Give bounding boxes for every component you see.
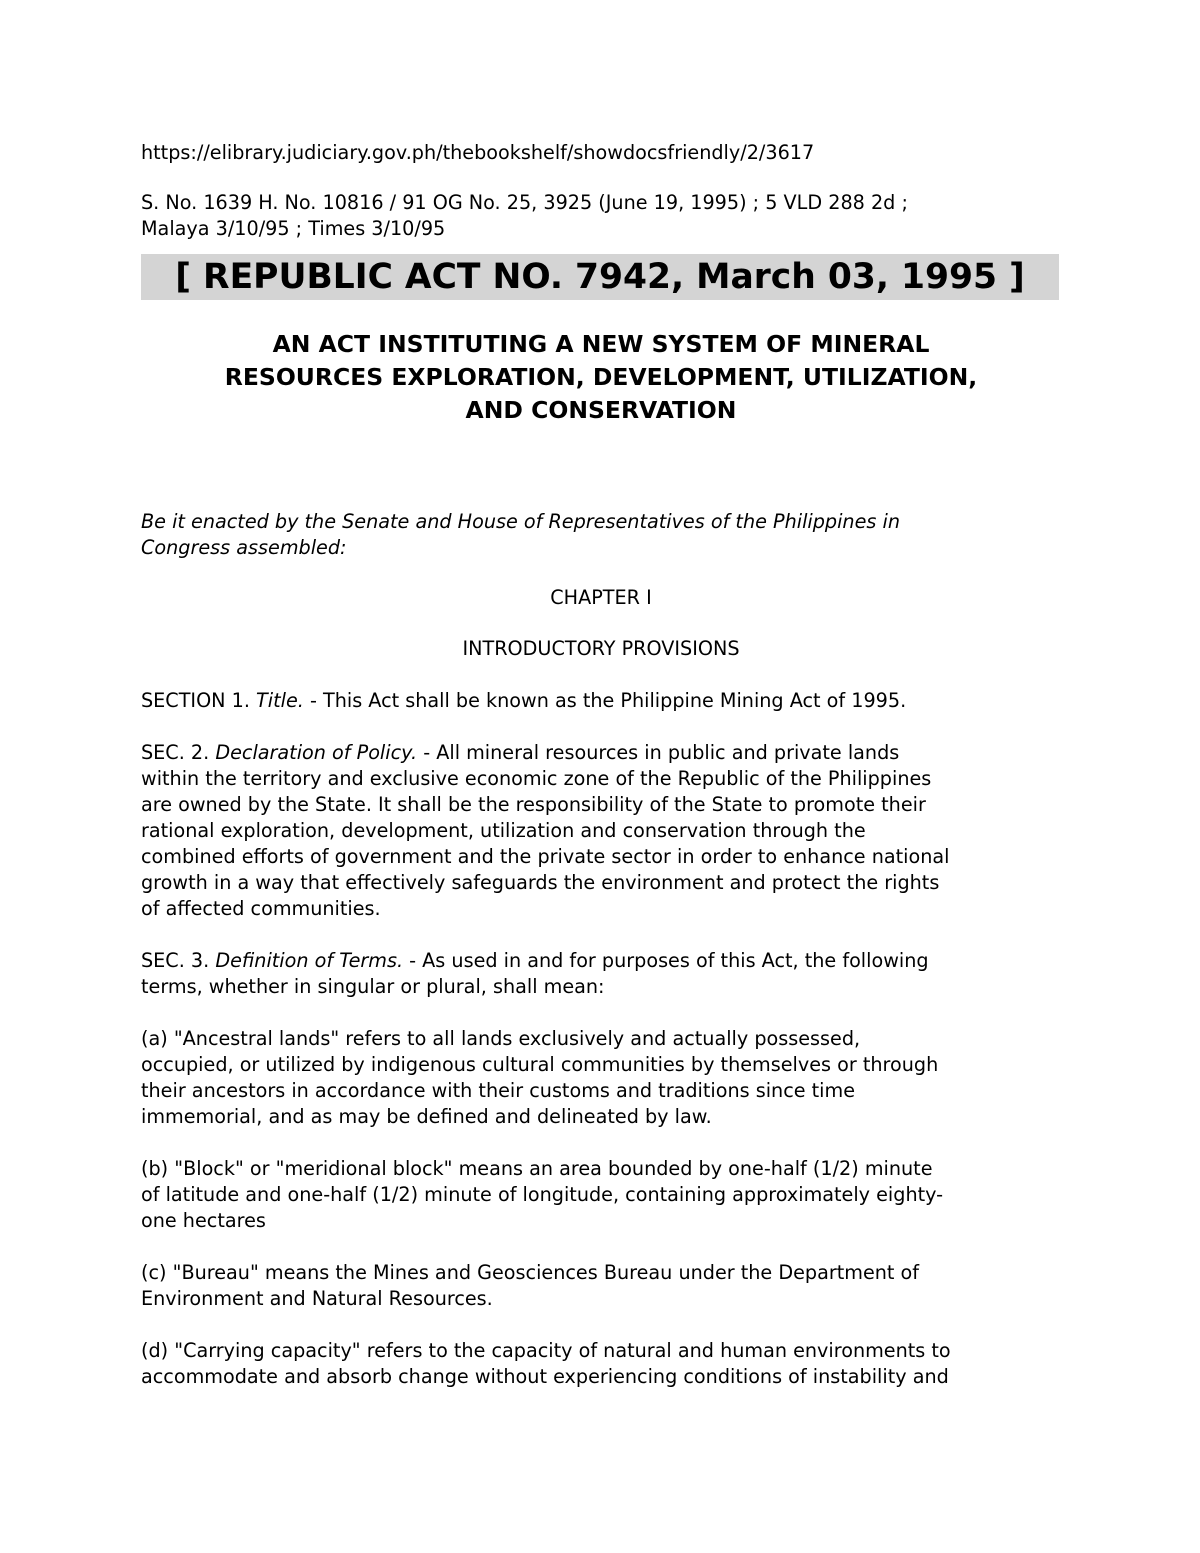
section-2: [141, 740, 1061, 922]
section-line: are owned by the State. It shall be the responsibility of the State to promote their: [141, 793, 926, 816]
section-line: rational exploration, development, utilization and conservation through the: [141, 819, 866, 842]
definition-line: accommodate and absorb change without experiencing conditions of instability and: [141, 1365, 949, 1388]
section-line: terms, whether in singular or plural, shall mean:: [141, 975, 605, 998]
section-label: SEC. 2.: [141, 741, 216, 764]
definition-c: [141, 1260, 1061, 1312]
section-label: SEC. 3.: [141, 949, 216, 972]
enacting-clause-line: Be it enacted by the Senate and House of Representatives of the Philippines in: [141, 510, 900, 533]
chapter-number: CHAPTER I: [550, 586, 652, 609]
definition-line: (b) "Block" or "meridional block" means an area bounded by one-half (1/2) minute: [141, 1157, 933, 1180]
enacting-clause-line: Congress assembled:: [141, 536, 347, 559]
definition-line: immemorial, and as may be defined and delineated by law.: [141, 1105, 712, 1128]
section-label: SECTION 1.: [141, 689, 257, 712]
act-title-line: AND CONSERVATION: [465, 396, 737, 424]
section-heading: Declaration of Policy.: [215, 741, 418, 764]
act-title-line: AN ACT INSTITUTING A NEW SYSTEM OF MINERAL: [272, 330, 930, 358]
section-line: [141, 740, 1061, 766]
section-text: - All mineral resources in public and private lands: [417, 741, 900, 764]
section-line: combined efforts of government and the private sector in order to enhance national: [141, 845, 950, 868]
section-3: [141, 948, 1061, 1000]
act-title-line: RESOURCES EXPLORATION, DEVELOPMENT, UTILIZATION,: [224, 363, 978, 391]
section-text: - As used in and for purposes of this Act, the following: [403, 949, 929, 972]
section-text: - This Act shall be known as the Philippine Mining Act of 1995.: [303, 689, 907, 712]
source-url[interactable]: https://elibrary.judiciary.gov.ph/thebookshelf/showdocsfriendly/2/3617: [141, 141, 815, 164]
definition-line: (a) "Ancestral lands" refers to all lands exclusively and actually possessed,: [141, 1027, 861, 1050]
definition-line: one hectares: [141, 1209, 266, 1232]
section-line: within the territory and exclusive economic zone of the Republic of the Philippines: [141, 767, 932, 790]
citation-line: Malaya 3/10/95 ; Times 3/10/95: [141, 217, 446, 240]
section-heading: Definition of Terms.: [215, 949, 404, 972]
act-title: [141, 328, 1061, 427]
definition-line: occupied, or utilized by indigenous cultural communities by themselves or through: [141, 1053, 939, 1076]
definition-b: [141, 1156, 1061, 1234]
definition-line: Environment and Natural Resources.: [141, 1287, 493, 1310]
definition-line: (c) "Bureau" means the Mines and Geosciences Bureau under the Department of: [141, 1261, 920, 1284]
section-1: [141, 688, 1061, 714]
section-line: [141, 948, 1061, 974]
definition-a: [141, 1026, 1061, 1130]
definition-line: (d) "Carrying capacity" refers to the capacity of natural and human environments to: [141, 1339, 951, 1362]
chapter-title: INTRODUCTORY PROVISIONS: [462, 637, 740, 660]
section-line: of affected communities.: [141, 897, 381, 920]
definition-line: of latitude and one-half (1/2) minute of longitude, containing approximately eighty-: [141, 1183, 944, 1206]
enacting-clause: [141, 509, 1061, 561]
definition-d: [141, 1338, 1061, 1390]
citation-line: S. No. 1639 H. No. 10816 / 91 OG No. 25, 3925 (June 19, 1995) ; 5 VLD 288 2d ;: [141, 191, 908, 214]
section-line: [141, 688, 1061, 714]
document-page: [141, 140, 1061, 1416]
definition-line: their ancestors in accordance with their customs and traditions since time: [141, 1079, 856, 1102]
section-line: growth in a way that effectively safeguards the environment and protect the rights: [141, 871, 940, 894]
citation: [141, 190, 1061, 242]
act-number-banner: [ REPUBLIC ACT NO. 7942, March 03, 1995 ]: [141, 254, 1059, 300]
section-heading: Title.: [256, 689, 304, 712]
